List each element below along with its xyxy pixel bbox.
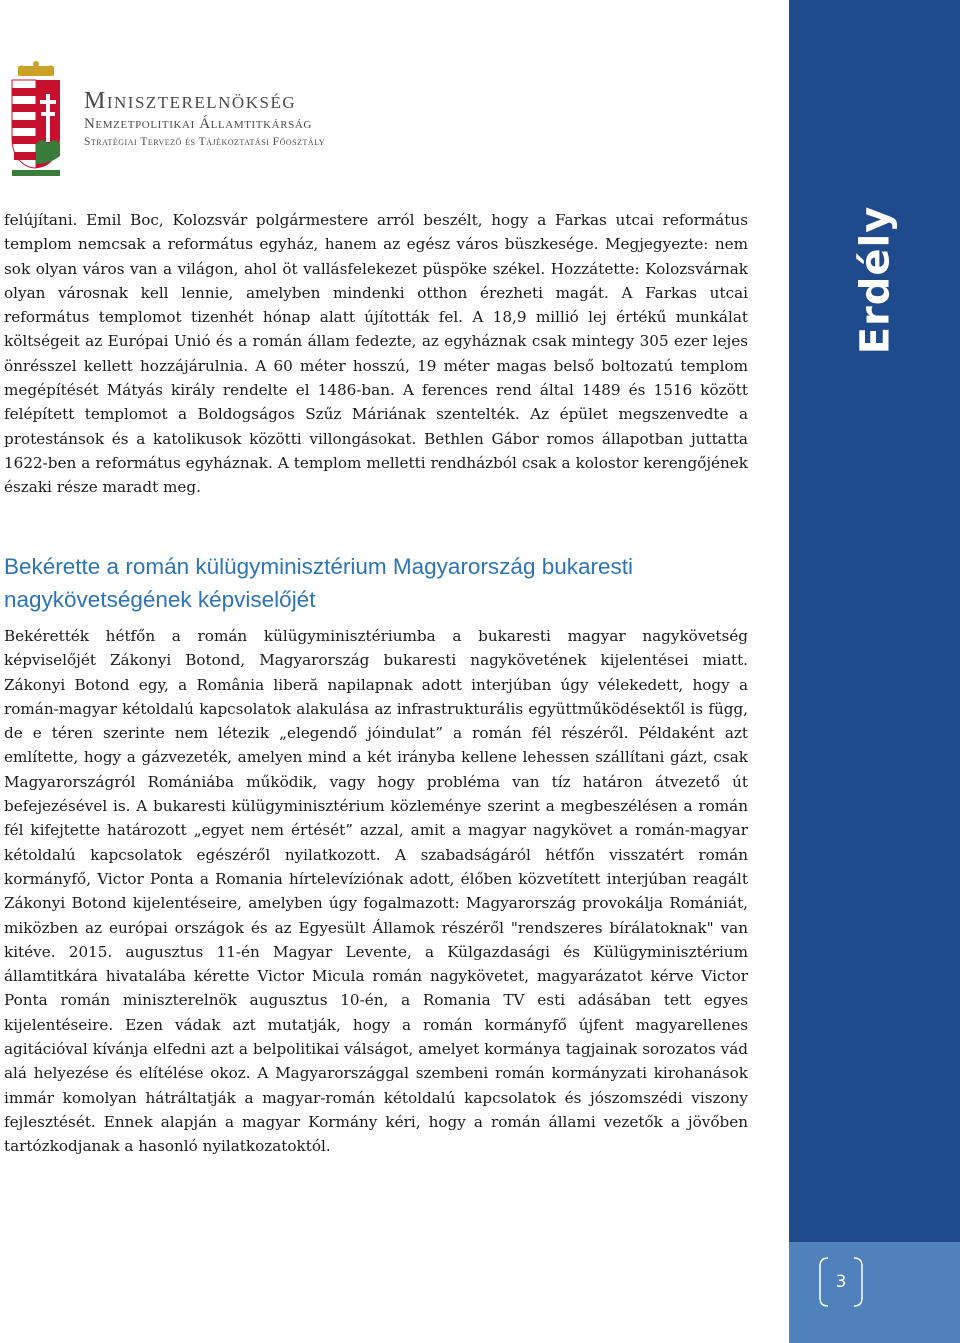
- sidebar-footer-block: [789, 1242, 960, 1343]
- article-continuation-paragraph: felújítani. Emil Boc, Kolozsvár polgármestere arról beszélt, hogy a Farkas utcai református templom nemcsak a református egyház, hanem az egész város büszkesége. Megjegyezte: nem sok olyan város van a világon, ahol öt vallásfelekezet püspöke székel. Hozzátette: Kolozsvárnak olyan városnak kell lennie, amelyben mindenki otthon érezheti magát. A Farkas utcai református templomot tizenhét hónap alatt újították fel. A 18,9 millió lej értékű munkálat költségeit az Európai Unió és a román állam fedezte, az egyháznak csak mintegy 305 ezer lejes önrésszel kellett hozzájárulnia. A 60 méter hosszú, 19 méter magas belső boltozatú templom megépítését Mátyás király rendelte el 1486-ban. A ferences rend által 1489 és 1516 között felépített templomot a Boldogságos Szűz Máriának szentelték. Az épület megszenvedte a protestánsok és a katolikusok közötti villongásokat. Bethlen Gábor romos állapotban juttatta 1622-ben a református egyháznak. A templom melletti rendházból csak a kolostor kerengőjének északi része maradt meg.: [4, 211, 748, 497]
- ministry-logo: [6, 60, 406, 180]
- article-title: Bekérette a román külügyminisztérium Magyarország bukaresti nagykövetségének képviselőjét: [4, 554, 634, 612]
- section-label-text: Erdély: [851, 205, 898, 355]
- org-department: Stratégiai Tervező és Tájékoztatási Főosztály: [84, 136, 325, 148]
- section-label: [790, 180, 960, 380]
- hungarian-coat-of-arms-icon: [6, 60, 66, 180]
- page-number: 3: [835, 1272, 847, 1292]
- article-body-paragraph: Bekérették hétfőn a román külügyminisztériumba a bukaresti magyar nagykövetség képviselőjét Zákonyi Botond, Magyarország bukaresti nagykövetének kijelentései miatt. Zákonyi Botond egy, a România liberă napilapnak adott interjúban úgy vélekedett, hogy a román-magyar kétoldalú kapcsolatok alakulása az infrastrukturális együttműködésektől is függ, de e téren szerinte nem létezik „elegendő jóindulat” a román fél részéről. Példaként azt említette, hogy a gázvezeték, amelyen mind a két irányba kellene lehessen szállítani gázt, csak Magyarországról Romániába működik, vagy hogy probléma van tíz határon átvezető út befejezésével is. A bukaresti külügyminisztérium közleménye szerint a megbeszélésen a román fél kifejtette határozott „egyet nem értését” azzal, amit a magyar nagykövet a román-magyar kétoldalú kapcsolatok egészéről nyilatkozott. A szabadságáról hétfőn visszatért román kormányfő, Victor Ponta a Romania hírtelevíziónak adott, élőben közvetített interjúban reagált Zákonyi Botond kijelentéseire, amelyben úgy fogalmazott: Magyarország provokálja Romániát, miközben az európai országok és az Egyesült Államok részéről "rendszeres bírálatoknak" van kitéve. 2015. augusztus 11-én Magyar Levente, a Külgazdasági és Külügyminisztérium államtitkára hivatalába kérette Victor Micula román nagykövetet, magyarázatot kérve Victor Ponta román miniszterelnök augusztus 10-én, a Romania TV esti adásában tett egyes kijelentéseire. Ezen vádak azt mutatják, hogy a román kormányfő újfent magyarellenes agitációval kívánja elfedni azt a belpolitikai válságot, amelyet kormánya tagjainak sorozatos vád alá helyezése és elítélése okoz. A Magyarországgal szembeni román kormányzati kirohanások immár komolyan hátráltatják a magyar-román kétoldalú kapcsolatok és jószomszédi viszony fejlesztését. Ennek alapján a magyar Kormány kéri, hogy a román állami vezetők a jövőben tartózkodjanak a hasonló nyilatkozatoktól.: [4, 627, 748, 1156]
- org-name: Miniszterelnökség: [84, 88, 297, 114]
- org-subtitle: Nemzetpolitikai Államtitkárság: [84, 116, 312, 132]
- page-number-badge: [818, 1256, 864, 1308]
